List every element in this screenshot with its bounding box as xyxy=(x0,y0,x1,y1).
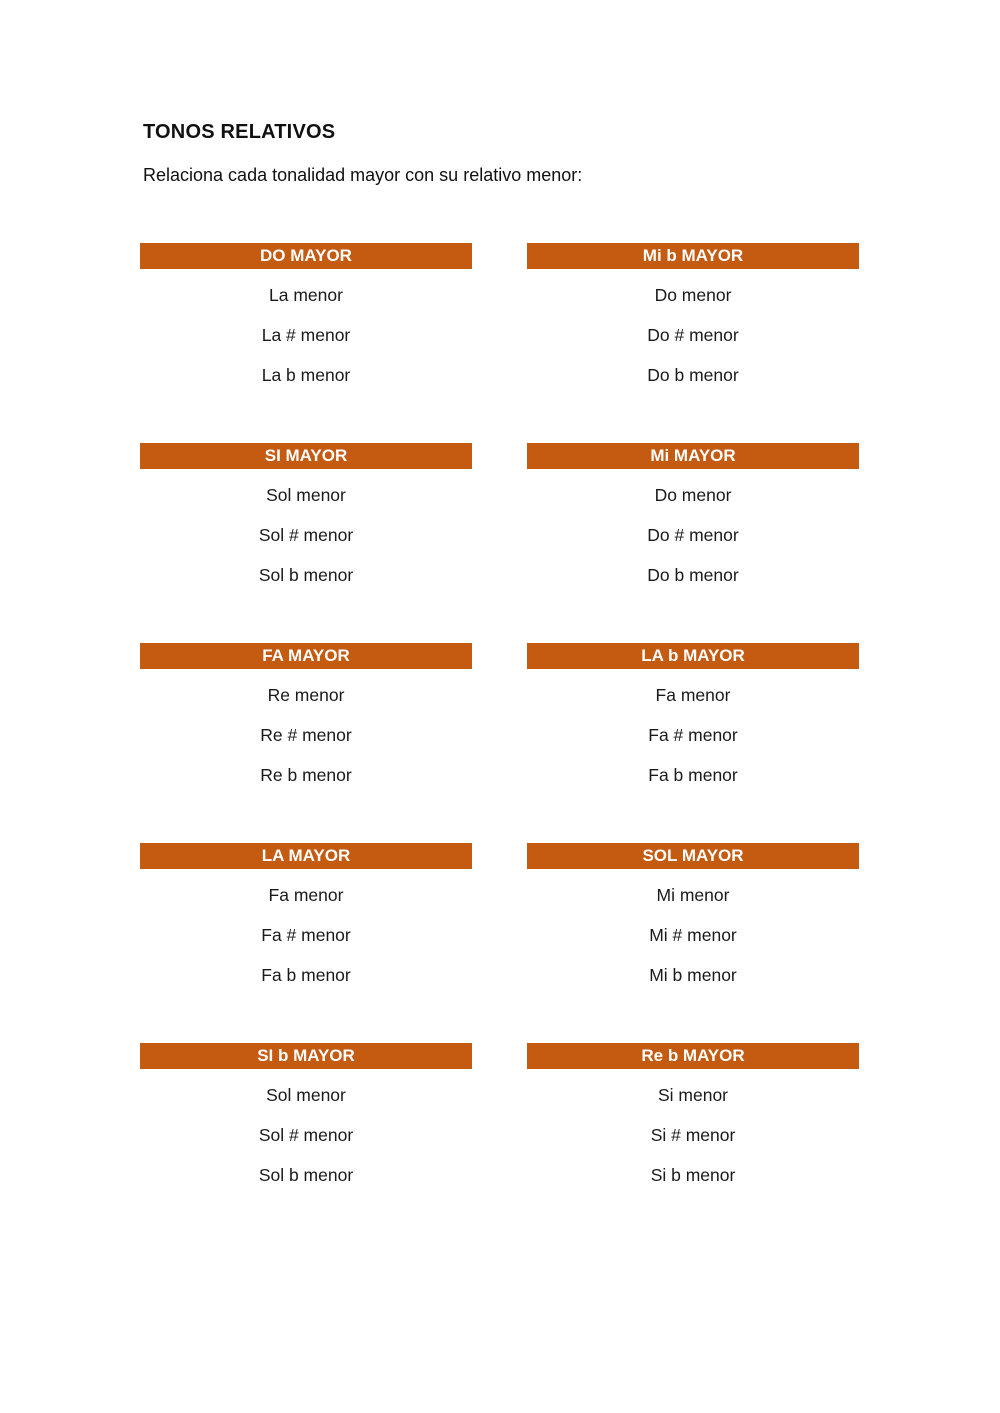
minor-key-option[interactable]: Do # menor xyxy=(647,525,739,545)
minor-key-option[interactable]: Mi menor xyxy=(656,885,730,905)
minor-key-options xyxy=(527,869,859,995)
minor-key-option[interactable]: Si b menor xyxy=(650,1165,736,1185)
major-key-header: SOL MAYOR xyxy=(527,843,859,869)
minor-key-options xyxy=(140,269,472,395)
minor-key-option[interactable]: Do # menor xyxy=(647,325,739,345)
key-block xyxy=(140,243,472,385)
page-title: TONOS RELATIVOS xyxy=(143,121,336,143)
minor-key-options xyxy=(140,1069,472,1195)
key-block xyxy=(527,643,859,785)
major-key-header: LA MAYOR xyxy=(140,843,472,869)
minor-key-option[interactable]: Sol b menor xyxy=(258,1165,354,1185)
key-block xyxy=(140,643,472,785)
major-key-header: DO MAYOR xyxy=(140,243,472,269)
major-key-header: SI MAYOR xyxy=(140,443,472,469)
minor-key-option[interactable]: Mi # menor xyxy=(649,925,737,945)
major-key-header: Mi b MAYOR xyxy=(527,243,859,269)
key-blocks-grid xyxy=(140,243,859,1185)
minor-key-option[interactable]: Fa # menor xyxy=(648,725,738,745)
major-key-header: FA MAYOR xyxy=(140,643,472,669)
major-key-header: LA b MAYOR xyxy=(527,643,859,669)
minor-key-option[interactable]: Fa menor xyxy=(268,885,344,905)
minor-key-option[interactable]: Sol # menor xyxy=(258,525,354,545)
key-block xyxy=(140,1043,472,1185)
minor-key-option[interactable]: Si # menor xyxy=(650,1125,736,1145)
major-key-header: SI b MAYOR xyxy=(140,1043,472,1069)
minor-key-option[interactable]: Re menor xyxy=(267,685,345,705)
minor-key-options xyxy=(140,469,472,595)
minor-key-option[interactable]: Do menor xyxy=(654,285,732,305)
minor-key-option[interactable]: Sol b menor xyxy=(258,565,354,585)
minor-key-option[interactable]: La b menor xyxy=(261,365,351,385)
key-block xyxy=(527,443,859,585)
minor-key-options xyxy=(527,669,859,795)
minor-key-option[interactable]: Do b menor xyxy=(647,365,739,385)
minor-key-option[interactable]: Sol menor xyxy=(266,485,346,505)
minor-key-option[interactable]: Fa b menor xyxy=(261,965,351,985)
minor-key-option[interactable]: La menor xyxy=(269,285,343,305)
minor-key-option[interactable]: Sol # menor xyxy=(258,1125,354,1145)
minor-key-option[interactable]: Do b menor xyxy=(647,565,739,585)
minor-key-options xyxy=(527,1069,859,1195)
minor-key-option[interactable]: Re b menor xyxy=(260,765,352,785)
minor-key-options xyxy=(140,669,472,795)
key-block xyxy=(527,243,859,385)
minor-key-option[interactable]: La # menor xyxy=(261,325,351,345)
minor-key-options xyxy=(527,269,859,395)
minor-key-option[interactable]: Fa b menor xyxy=(648,765,738,785)
minor-key-option[interactable]: Sol menor xyxy=(266,1085,346,1105)
key-block xyxy=(527,1043,859,1185)
key-block xyxy=(140,843,472,985)
minor-key-options xyxy=(527,469,859,595)
minor-key-option[interactable]: Do menor xyxy=(654,485,732,505)
instruction-text: Relaciona cada tonalidad mayor con su relativo menor: xyxy=(143,165,583,185)
major-key-header: Mi MAYOR xyxy=(527,443,859,469)
minor-key-option[interactable]: Fa # menor xyxy=(261,925,351,945)
minor-key-options xyxy=(140,869,472,995)
major-key-header: Re b MAYOR xyxy=(527,1043,859,1069)
minor-key-option[interactable]: Fa menor xyxy=(655,685,731,705)
key-block xyxy=(527,843,859,985)
minor-key-option[interactable]: Si menor xyxy=(657,1085,729,1105)
minor-key-option[interactable]: Re # menor xyxy=(260,725,352,745)
minor-key-option[interactable]: Mi b menor xyxy=(649,965,737,985)
key-block xyxy=(140,443,472,585)
